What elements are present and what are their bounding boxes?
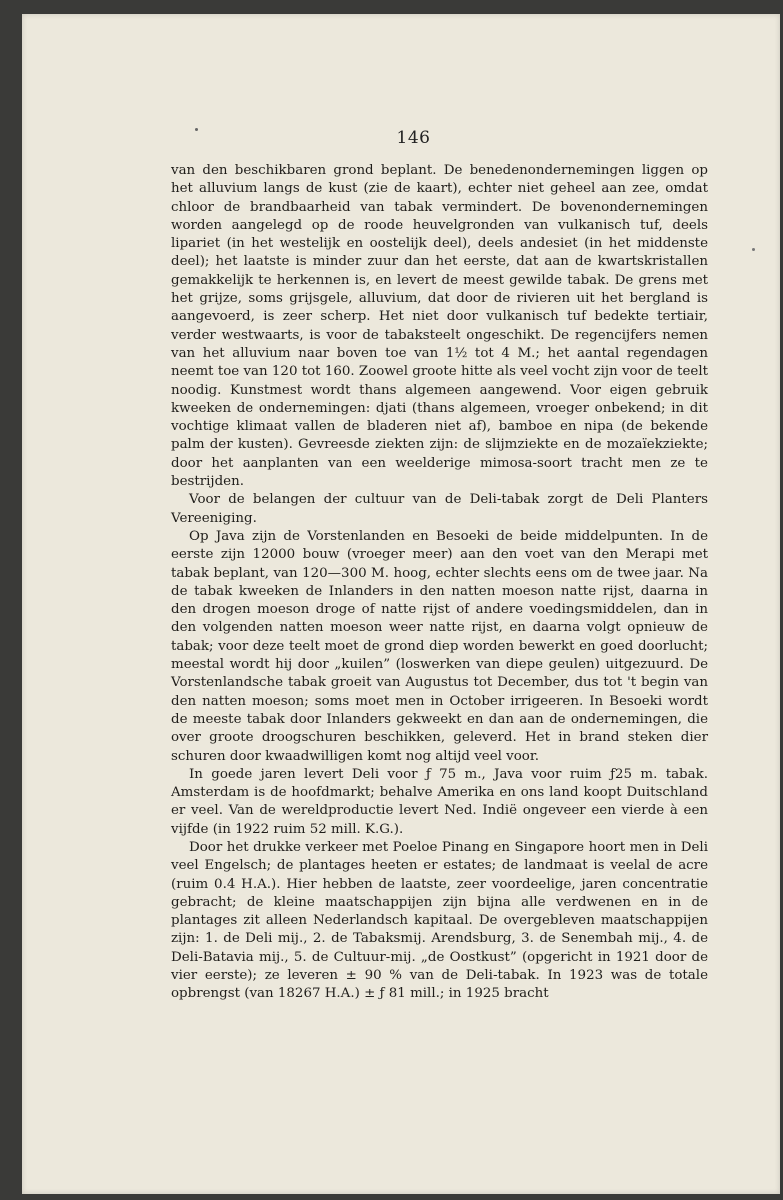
body-text bbox=[171, 162, 708, 1004]
paragraph-3: Op Java zijn de Vorstenlanden en Besoeki de beide middelpunten. In de eerste zijn 12000 bouw (vroeger meer) aan den voet van den Merapi met tabak beplant, van 120—300 M. hoog, echter slechts eens om de twee jaar. Na de tabak kweeken de Inlanders in den natten moeson natte rijst, daarna in den drogen moeson droge of natte rijst of andere voedingsmiddelen, dan in den volgenden natten moeson weer natte rijst, en daarna volgt opnieuw de tabak; voor deze teelt moet de grond diep worden bewerkt en goed doorlucht; meestal wordt hij door „kuilen” (loswerken van diepe geulen) uitgezuurd. De Vorstenlandsche tabak groeit van Augustus tot December, dus tot 't begin van den natten moeson; soms moet men in October irrigeeren. In Besoeki wordt de meeste tabak door Inlanders gekweekt en dan aan de ondernemingen, die over groote droogschuren beschikken, geleverd. Het in brand steken dier schuren door kwaadwilligen komt nog altijd veel voor. bbox=[171, 528, 708, 764]
paragraph-4: In goede jaren levert Deli voor ƒ 75 m., Java voor ruim ƒ25 m. tabak. Amsterdam is de hoofdmarkt; behalve Amerika en ons land koopt Duitschland er veel. Van de wereldproductie levert Ned. Indië ongeveer een vierde à een vijfde (in 1922 ruim 52 mill. K.G.). bbox=[171, 766, 708, 837]
paragraph-1: van den beschikbaren grond beplant. De benedenondernemingen liggen op het alluvium langs de kust (zie de kaart), echter niet geheel aan zee, omdat chloor de brandbaarheid van tabak vermindert. De bovenondernemingen worden aangelegd op de roode heuvelgronden van vulkanisch tuf, deels lipariet (in het westelijk en oostelijk deel), deels andesiet (in het middenste deel); het laatste is minder zuur dan het eerste, dat aan de kwartskristallen gemakkelijk te herkennen is, en levert de meest gewilde tabak. De grens met het grijze, soms grijsgele, alluvium, dat door de rivieren uit het bergland is aangevoerd, is zeer scherp. Het niet door vulkanisch tuf bedekte tertiair, verder westwaarts, is voor de tabaksteelt ongeschikt. De regencijfers nemen van het alluvium naar boven toe van 1½ tot 4 M.; het aantal regendagen neemt toe van 120 tot 160. Zoowel groote hitte als veel vocht zijn voor de teelt noodig. Kunstmest wordt thans algemeen aangewend. Voor eigen gebruik kweeken de ondernemingen: djati (thans algemeen, vroeger onbekend; in dit vochtige klimaat vallen de bladeren niet af), bamboe en nipa (de bekende palm der kusten). Gevreesde ziekten zijn: de slijmziekte en de mozaïekziekte; door het aanplanten van een weelderige mimosa-soort tracht men ze te bestrijden. bbox=[171, 163, 708, 490]
paragraph-2: Voor de belangen der cultuur van de Deli-tabak zorgt de Deli Planters Vereeniging. bbox=[171, 492, 708, 526]
page-number-text: 146 bbox=[396, 128, 431, 148]
page-number bbox=[0, 128, 783, 148]
paragraph-5: Door het drukke verkeer met Poeloe Pinang en Singapore hoort men in Deli veel Engelsch; de plantages heeten er estates; de landmaat is veelal de acre (ruim 0.4 H.A.). Hier hebben de laatste, zeer voordeelige, jaren concentratie gebracht; de kleine maatschappijen zijn bijna alle verdwenen en in de plantages zit alleen Nederlandsch kapitaal. De overgebleven maatschappijen zijn: 1. de Deli mij., 2. de Tabaksmij. Arendsburg, 3. de Senembah mij., 4. de Deli-Batavia mij., 5. de Cultuur-mij. „de Oostkust” (opgericht in 1921 door de vier eerste); ze leveren ± 90 % van de Deli-tabak. In 1923 was de totale opbrengst (van 18267 H.A.) ± ƒ 81 mill.; in 1925 bracht bbox=[171, 839, 708, 1002]
speck-mark-right bbox=[752, 248, 755, 251]
